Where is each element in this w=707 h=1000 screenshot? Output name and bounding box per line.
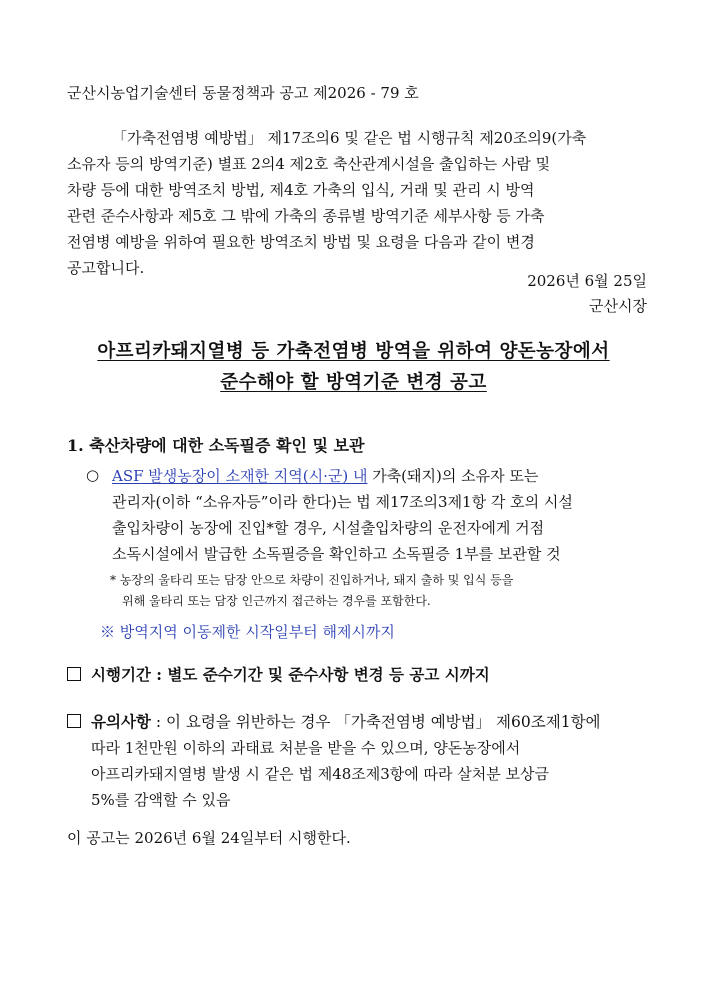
- section-1-item-line: 관리자(이하 “소유자등”이라 한다)는 법 제17조의3제1항 각 호의 시설: [112, 493, 573, 511]
- section-1-heading: 1. 축산차량에 대한 소독필증 확인 및 보관: [67, 436, 365, 455]
- section-1-item-text: 가축(돼지)의 소유자 또는: [367, 467, 539, 485]
- bullet-circle-icon: ○: [86, 466, 100, 484]
- effective-period-row: [67, 665, 490, 685]
- section-1-item-line: 출입차량이 농장에 진입*할 경우, 시설출입차량의 운전자에게 거점: [112, 519, 545, 537]
- footnote-line: * 농장의 울타리 또는 담장 안으로 차량이 진입하거나, 돼지 출하 및 입식 등을: [110, 573, 514, 587]
- issuer-name: 군산시장: [589, 297, 647, 315]
- caution-line: 5%를 감액할 수 있음: [91, 791, 231, 809]
- period-note: ※ 방역지역 이동제한 시작일부터 해제시까지: [100, 623, 395, 641]
- notice-title-line-2: 준수해야 할 방역기준 변경 공고: [220, 372, 487, 393]
- section-1-item-line: 소독시설에서 발급한 소독필증을 확인하고 소독필증 1부를 보관할 것: [112, 545, 561, 563]
- intro-line: 관련 준수사항과 제5호 그 밖에 가축의 종류별 방역기준 세부사항 등 가축: [67, 207, 545, 225]
- intro-line: 소유자 등의 방역기준) 별표 2의4 제2호 축산관계시설을 출입하는 사람 및: [67, 155, 551, 173]
- intro-line: 「가축전염병 예방법」 제17조의6 및 같은 법 시행규칙 제20조의9(가축: [112, 129, 587, 147]
- notice-date: 2026년 6월 25일: [527, 272, 647, 290]
- section-1-item-line: [112, 466, 538, 486]
- caution-label: 유의사항: [91, 712, 151, 731]
- caution-row: [67, 712, 601, 732]
- effective-period-label: 시행기간 : 별도 준수기간 및 준수사항 변경 등 공고 시까지: [91, 665, 490, 684]
- closing-statement: 이 공고는 2026년 6월 24일부터 시행한다.: [67, 829, 351, 847]
- intro-line: 전염병 예방을 위하여 필요한 방역조치 방법 및 요령을 다음과 같이 변경: [67, 233, 535, 251]
- asf-area-link[interactable]: ASF 발생농장이 소재한 지역(시·군) 내: [112, 467, 368, 485]
- notice-title-line-1: 아프리카돼지열병 등 가축전염병 방역을 위하여 양돈농장에서: [97, 341, 610, 362]
- intro-line: 차량 등에 대한 방역조치 방법, 제4호 가축의 입식, 거래 및 관리 시 방역: [67, 181, 535, 199]
- footnote-line: 위해 울타리 또는 담장 인근까지 접근하는 경우를 포함한다.: [122, 594, 431, 608]
- caution-line: 아프리카돼지열병 발생 시 같은 법 제48조제3항에 따라 살처분 보상금: [91, 765, 550, 783]
- caution-text: : 이 요령을 위반하는 경우 「가축전염병 예방법」 제60조제1항에: [150, 713, 601, 731]
- notice-number: 군산시농업기술센터 동물정책과 공고 제2026 - 79 호: [67, 84, 419, 102]
- checkbox-square-icon: [67, 714, 81, 728]
- checkbox-square-icon: [67, 667, 81, 681]
- caution-line: 따라 1천만원 이하의 과태료 처분을 받을 수 있으며, 양돈농장에서: [91, 739, 521, 757]
- intro-line: 공고합니다.: [67, 259, 145, 277]
